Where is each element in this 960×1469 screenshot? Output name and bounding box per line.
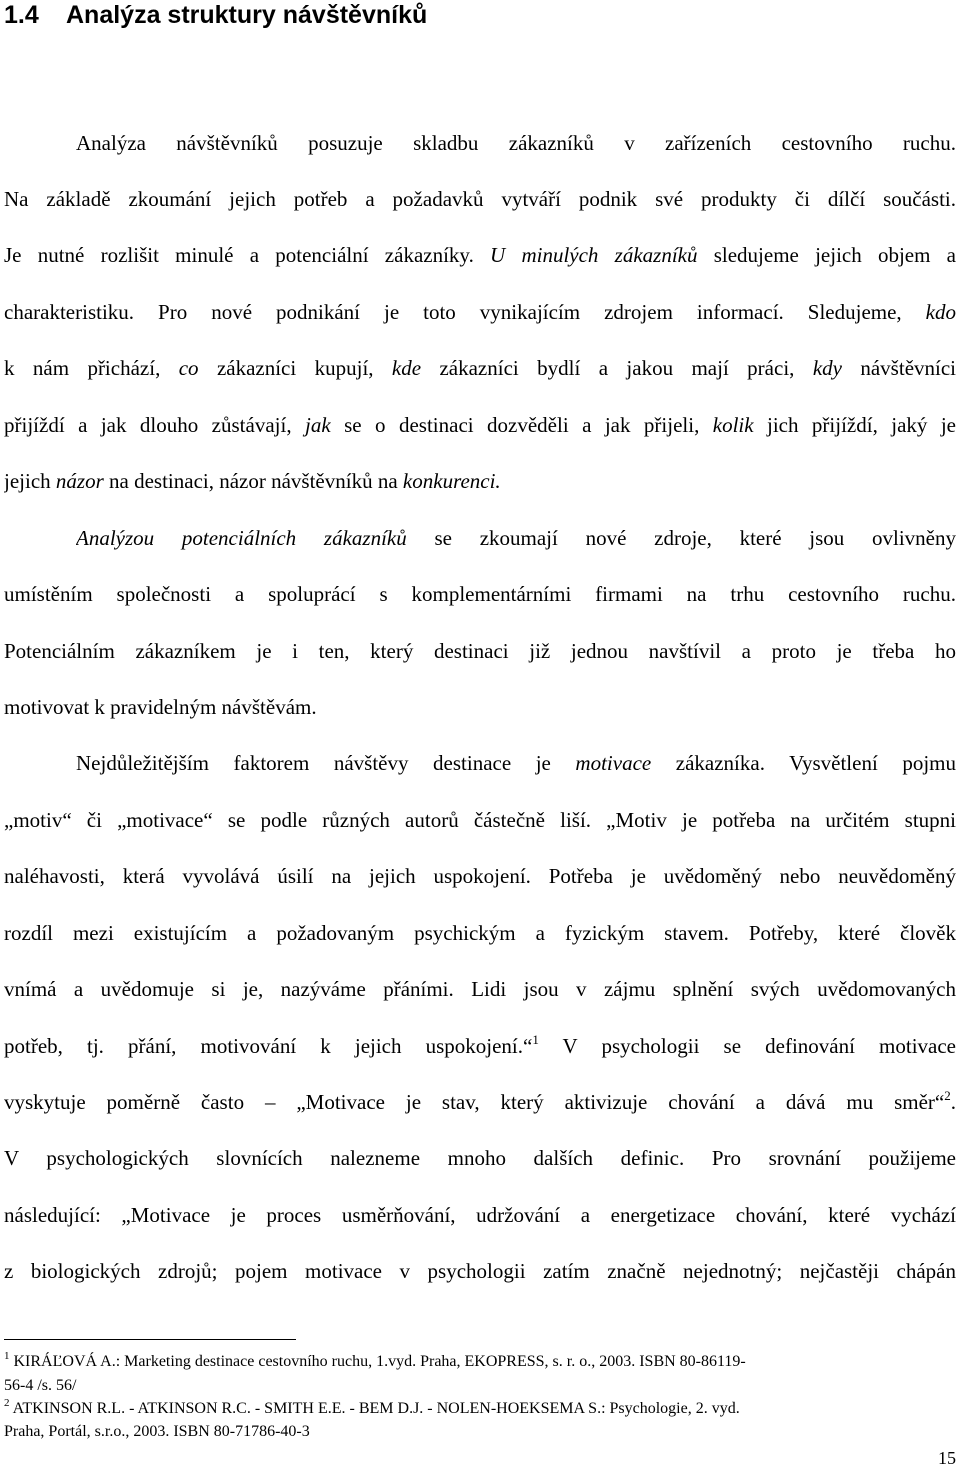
emphasis: jak xyxy=(305,413,331,437)
footnote-2-continuation: Praha, Portál, s.r.o., 2003. ISBN 80-71786-40-3 xyxy=(4,1423,310,1440)
text-run: zákazníci kupují, xyxy=(198,356,392,380)
paragraph-line xyxy=(76,750,956,776)
footnote-ref: 2 xyxy=(944,1089,951,1103)
paragraph-line: Na základě zkoumání jejich potřeb a požadavků vytváří podnik své produkty či dílčí součásti. xyxy=(4,187,956,211)
emphasis: konkurenci. xyxy=(402,469,501,493)
section-heading xyxy=(4,0,427,30)
emphasis: kde xyxy=(391,356,422,380)
text-run: zákazníka. Vysvětlení pojmu xyxy=(651,751,956,775)
paragraph-line xyxy=(4,299,956,325)
section-title: Analýza struktury návštěvníků xyxy=(66,1,428,29)
text-run: Nejdůležitějším faktorem návštěvy destinace je xyxy=(76,751,576,775)
footnote-text: KIRÁĽOVÁ A.: Marketing destinace cestovního ruchu, 1.vyd. Praha, EKOPRESS, s. r. o., 2003. ISBN 80-86119- xyxy=(9,1353,746,1370)
paragraph-line: umístěním společnosti a spoluprácí s komplementárními firmami na trhu cestovního ruchu. xyxy=(4,582,956,606)
text-run: se o destinaci dozvěděli a jak přijeli, xyxy=(330,413,713,437)
footnote-1 xyxy=(4,1352,956,1372)
text-run: charakteristiku. Pro nové podnikání je toto vynikajícím zdrojem informací. Sledujeme, xyxy=(4,300,926,324)
text-run: Je nutné rozlišit minulé a potenciální zákazníky. xyxy=(4,243,491,267)
emphasis: kdy xyxy=(812,356,842,380)
paragraph-line: V psychologických slovnících nalezneme mnoho dalších definic. Pro srovnání použijeme xyxy=(4,1146,956,1170)
paragraph-line xyxy=(4,1089,956,1115)
text-run: jejich xyxy=(4,469,56,493)
paragraph-line xyxy=(4,355,956,381)
paragraph-line: naléhavosti, která vyvolává úsilí na jejich uspokojení. Potřeba je uvědoměný nebo neuvědoměný xyxy=(4,864,956,888)
emphasis: kolik xyxy=(712,413,754,437)
text-run: přijíždí a jak dlouho zůstávají, xyxy=(4,413,306,437)
paragraph-line: Analýza návštěvníků posuzuje skladbu zákazníků v zařízeních cestovního ruchu. xyxy=(76,131,956,155)
text-run: na destinaci, názor návštěvníků na xyxy=(103,469,403,493)
emphasis: motivace xyxy=(575,751,652,775)
paragraph-line: motivovat k pravidelným návštěvám. xyxy=(4,695,317,719)
footnote-1-continuation: 56-4 /s. 56/ xyxy=(4,1377,77,1394)
paragraph-line: Potenciálním zákazníkem je i ten, který destinaci již jednou navštívil a proto je třeba ho xyxy=(4,639,956,663)
emphasis: názor xyxy=(55,469,104,493)
paragraph-line: z biologických zdrojů; pojem motivace v psychologii zatím značně nejednotný; nejčastěji chápán xyxy=(4,1259,956,1283)
footnote-separator xyxy=(4,1339,296,1340)
footnote-2 xyxy=(4,1399,956,1419)
paragraph-line: rozdíl mezi existujícím a požadovaným psychickým a fyzickým stavem. Potřeby, které člověk xyxy=(4,921,956,945)
emphasis: Analýzou potenciálních zákazníků xyxy=(76,526,407,550)
paragraph-line: vnímá a uvědomuje si je, nazýváme přáními. Lidi jsou v zájmu splnění svých uvědomovaných xyxy=(4,977,956,1001)
footnote-mark: 1 xyxy=(4,1350,10,1362)
footnote-mark: 2 xyxy=(4,1397,10,1409)
paragraph-line xyxy=(76,525,956,551)
paragraph-line xyxy=(4,242,956,268)
text-run: V psychologii se definování motivace xyxy=(538,1034,956,1058)
section-number: 1.4 xyxy=(4,1,39,29)
text-run: . xyxy=(950,1090,956,1114)
text-run: k nám přichází, xyxy=(4,356,179,380)
paragraph-line xyxy=(4,468,956,494)
footnote-ref: 1 xyxy=(532,1033,539,1047)
emphasis: co xyxy=(178,356,199,380)
text-run: vyskytuje poměrně často – „Motivace je stav, který aktivizuje chování a dává mu směr“ xyxy=(4,1090,945,1114)
text-run: jich přijíždí, jaký je xyxy=(753,413,956,437)
page-number: 15 xyxy=(938,1448,956,1468)
text-run: se zkoumají nové zdroje, které jsou ovlivněny xyxy=(406,526,956,550)
text-run: návštěvníci xyxy=(841,356,956,380)
paragraph-line xyxy=(4,1033,956,1059)
emphasis: kdo xyxy=(925,300,956,324)
paragraph-line xyxy=(4,412,956,438)
text-run: potřeb, tj. přání, motivování k jejich uspokojení.“ xyxy=(4,1034,533,1058)
emphasis: U minulých zákazníků xyxy=(490,243,698,267)
text-run: sledujeme jejich objem a xyxy=(697,243,956,267)
footnote-text: ATKINSON R.L. - ATKINSON R.C. - SMITH E.E. - BEM D.J. - NOLEN-HOEKSEMA S.: Psychologie, 2. vyd. xyxy=(9,1400,740,1417)
paragraph-line: následující: „Motivace je proces usměrňování, udržování a energetizace chování, které vychází xyxy=(4,1203,956,1227)
text-run: zákazníci bydlí a jakou mají práci, xyxy=(421,356,813,380)
paragraph-line: „motiv“ či „motivace“ se podle různých autorů částečně liší. „Motiv je potřeba na určitém stupni xyxy=(4,808,956,832)
